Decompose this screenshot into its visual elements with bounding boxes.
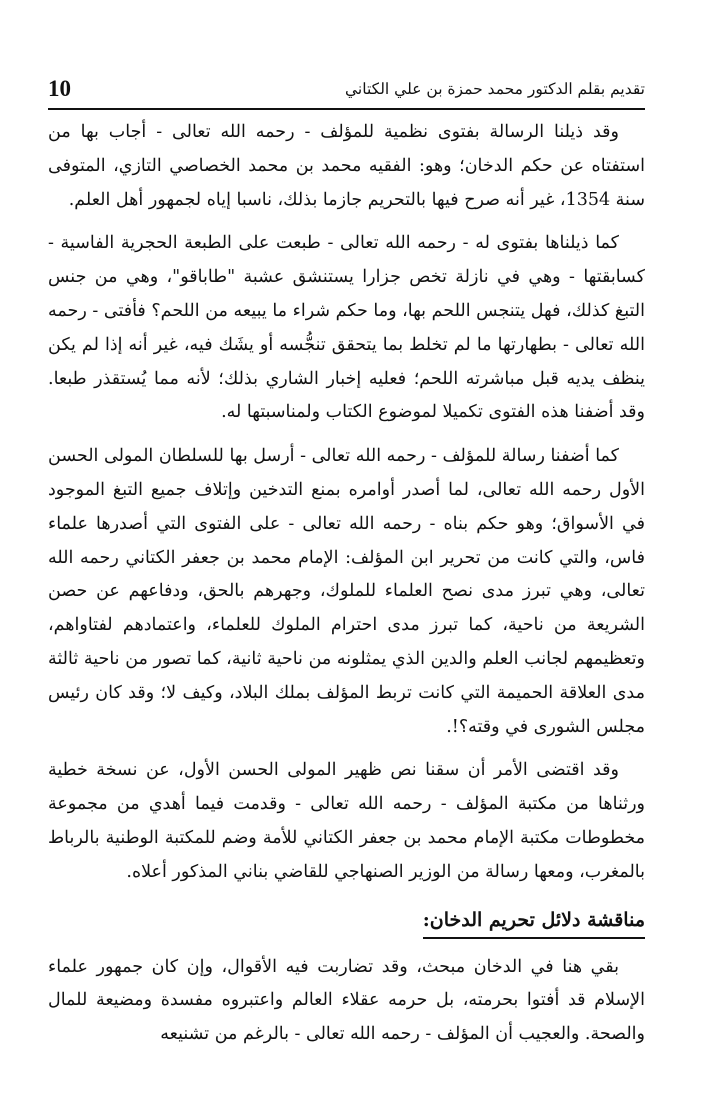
closing-paragraph: بقي هنا في الدخان مبحث، وقد تضاربت فيه الأقوال، وإن كان جمهور علماء الإسلام قد أفتوا بحرمته، بل حرمه عقلاء العالم واعتبروه مفسدة ومضيعة للمال والصحة. والعجيب أن المؤلف - رحمه الله تعالى - بالرغم من تشنيعه	[48, 956, 645, 1045]
section-heading: مناقشة دلائل تحريم الدخان:	[423, 904, 645, 939]
paragraph-3: كما أضفنا رسالة للمؤلف - رحمه الله تعالى - أرسل بها للسلطان المولى الحسن الأول رحمه الله تعالى، لما أصدر أوامره بمنع التدخين وإتلاف جميع التبغ الموجود في الأسواق؛ وهو حكم بناه - رحمه الله تعالى - على الفتوى التي أصدرها علماء فاس، والتي كانت من تحرير ابن المؤلف: الإمام محمد بن جعفر الكتاني رحمه الله تعالى، وهي تبرز مدى نصح العلماء للملوك، وجهرهم بالحق، ودفاعهم عن حصن الشريعة من ناحية، كما تبرز مدى احترام الملوك للعلماء، واعتمادهم لفتاواهم، وتعظيمهم لجانب العلم والدين الذي يمثلونه من ناحية ثانية، كما تصور من ناحية ثالثة مدى العلاقة الحميمة التي كانت تربط المؤلف بملك البلاد، وكيف لا؛ وقد كان رئيس مجلس الشورى في وقته؟!.	[48, 446, 645, 737]
page-body	[48, 116, 645, 1062]
paragraph-1: وقد ذيلنا الرسالة بفتوى نظمية للمؤلف - رحمه الله تعالى - أجاب بها من استفتاه عن حكم الدخان؛ وهو: الفقيه محمد بن محمد الخصاصي التازي، المتوفى سنة 1354، غير أنه صرح فيها بالتحريم جازما بذلك، ناسبا إياه لجمهور أهل العلم.	[48, 122, 645, 210]
paragraph-4: وقد اقتضى الأمر أن سقنا نص ظهير المولى الحسن الأول، عن نسخة خطية ورثناها من مكتبة المؤلف - رحمه الله تعالى - وقدمت فيما أهدي من مجموعة مخطوطات مكتبة الإمام محمد بن جعفر الكتاني للأمة وضم للمكتبة الوطنية بالرباط بالمغرب، ومعها رسالة من الوزير الصنهاجي للقاضي بناني المذكور أعلاه.	[48, 760, 645, 882]
page-header	[48, 74, 645, 110]
page-number: 10	[48, 76, 71, 101]
paragraph-2: كما ذيلناها بفتوى له - رحمه الله تعالى - طبعت على الطبعة الحجرية الفاسية - كسابقتها - وهي في نازلة تخص جزارا يستنشق عشبة "طاباقو"، وهي من جنس التبغ كذلك، فهل يتنجس اللحم بها، وما حكم شراء ما يبيعه من اللحم؟ فأفتى - رحمه الله تعالى - بطهارتها ما لم تخلط بما يتحقق تنجُّسه أو يشَك فيه، غير أنه إذا لم يكن ينظف يديه قبل مباشرته اللحم؛ فعليه إخبار الشاري بذلك؛ لأنه مما يُستقذر طبعا. وقد أضفنا هذه الفتوى تكميلا لموضوع الكتاب ولمناسبتها له.	[48, 233, 645, 423]
running-title: تقديم بقلم الدكتور محمد حمزة بن علي الكتاني	[345, 80, 645, 98]
